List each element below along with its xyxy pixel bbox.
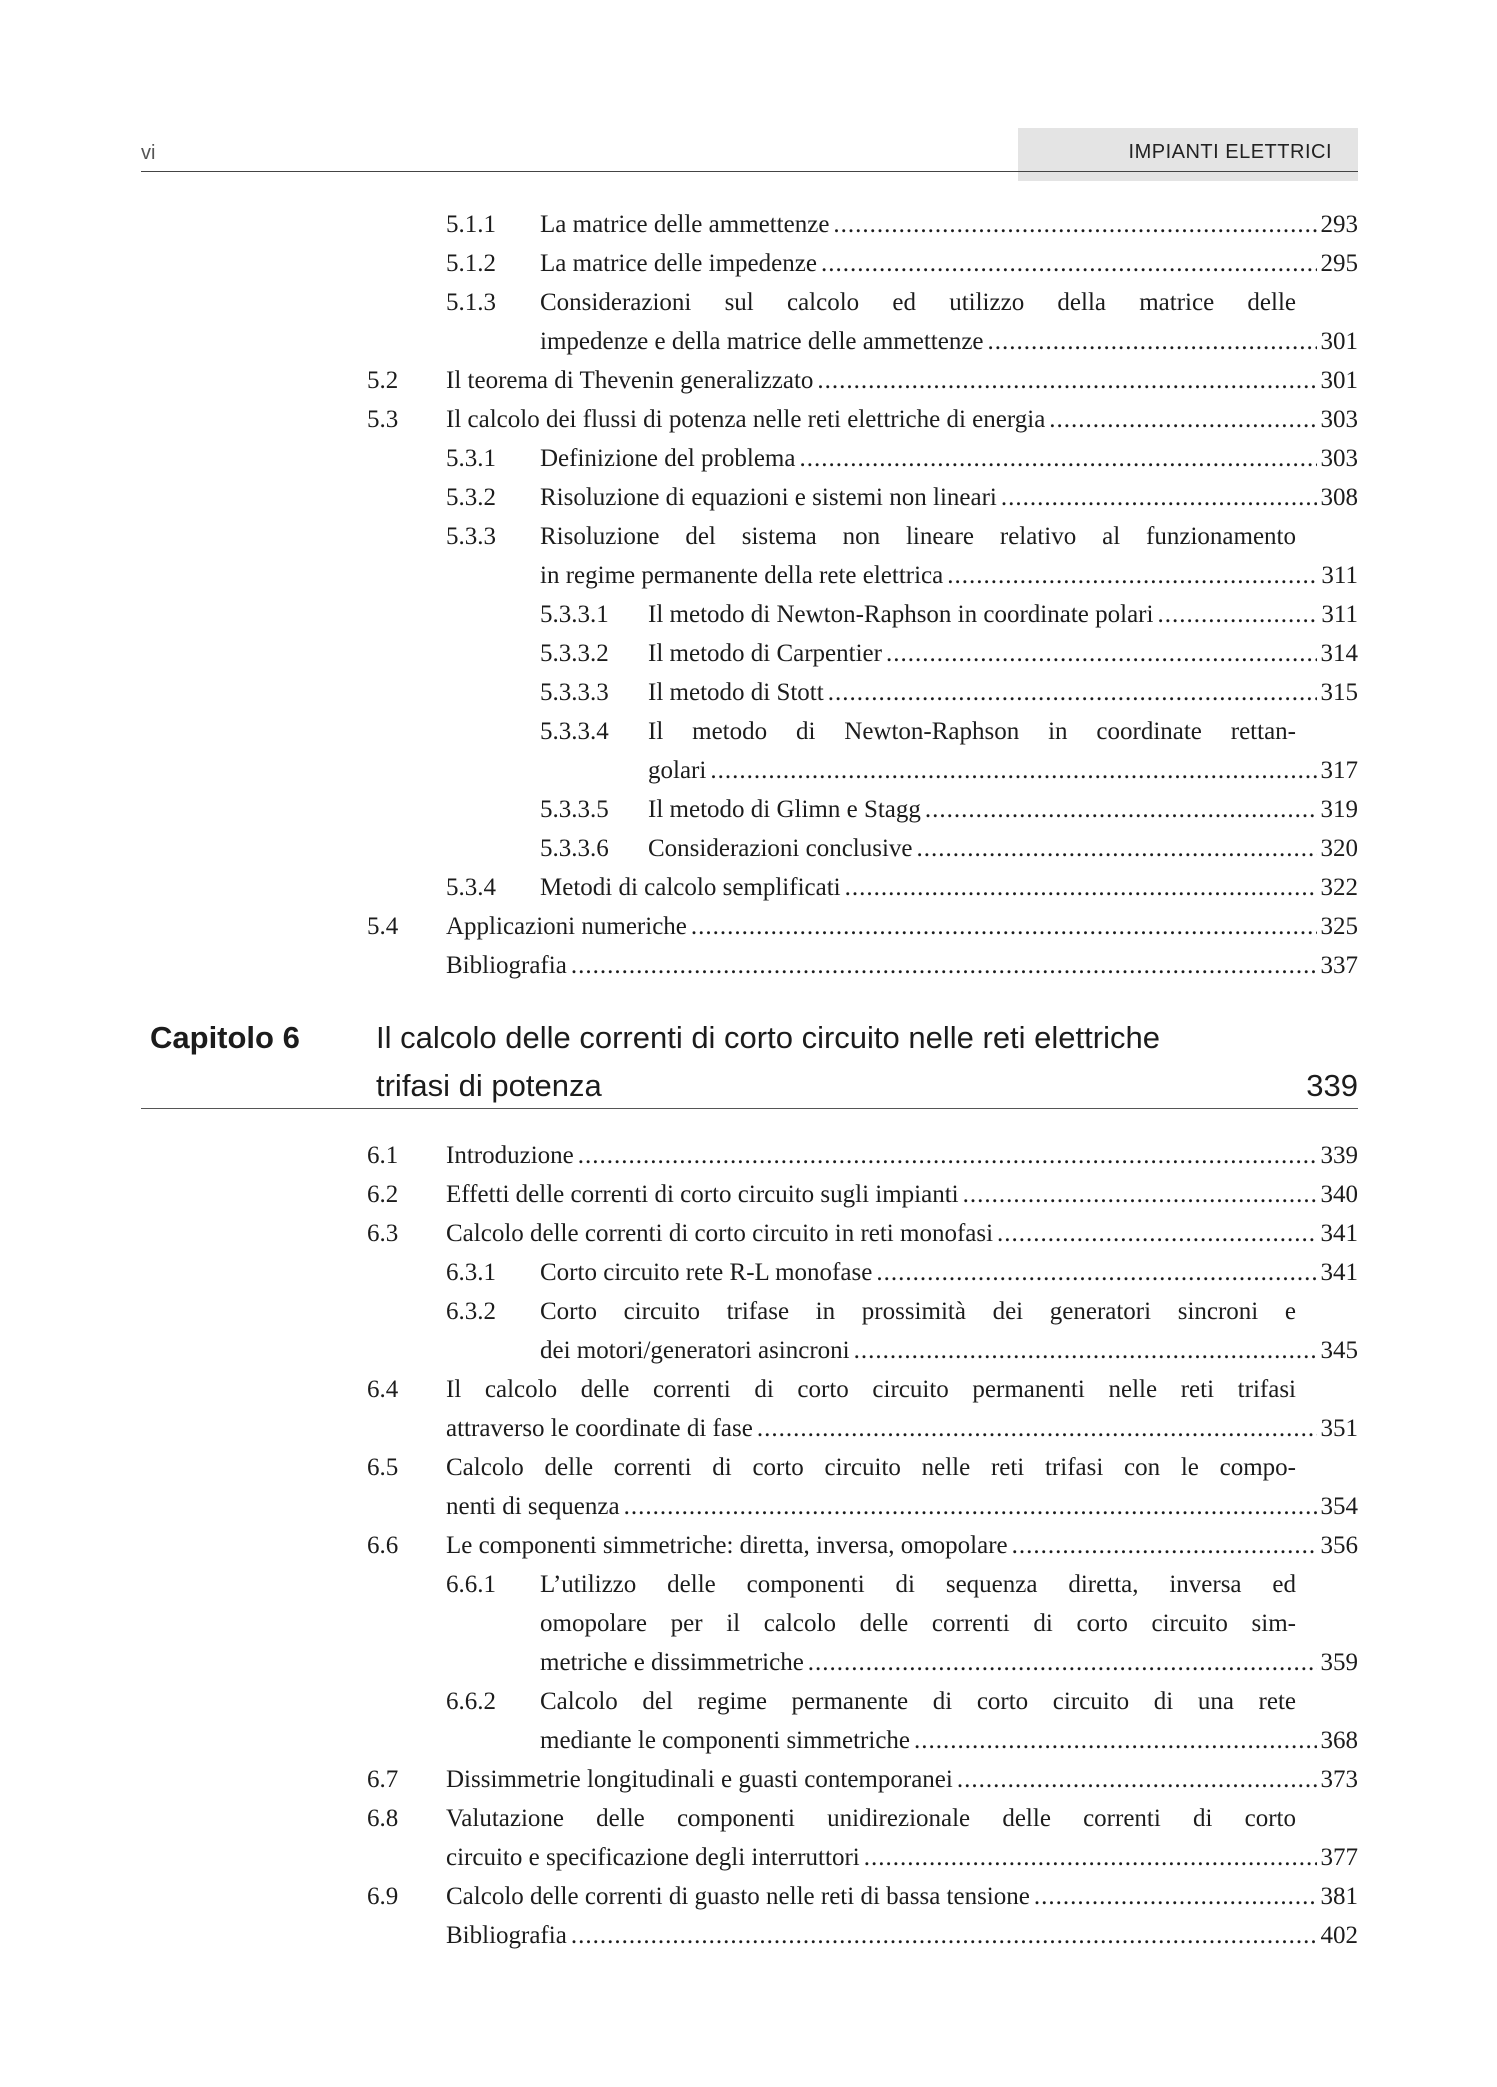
toc-page-number: 402 xyxy=(1320,1922,1358,1949)
toc-page-number: 301 xyxy=(1320,367,1358,394)
toc-entry-wrapped xyxy=(540,283,1296,322)
dot-leader xyxy=(571,1916,1317,1955)
toc-entry-line xyxy=(0,1799,1497,1838)
dot-leader xyxy=(710,751,1316,790)
toc-entry-line xyxy=(0,1916,1497,1955)
dot-leader xyxy=(691,907,1317,946)
toc-entry-line xyxy=(0,634,1497,673)
dot-leader xyxy=(864,1838,1317,1877)
toc-page-number: 359 xyxy=(1320,1649,1358,1676)
toc-page-number: 354 xyxy=(1320,1493,1358,1520)
toc-entry xyxy=(648,829,1358,868)
dot-leader xyxy=(925,790,1317,829)
toc-entry-number: 5.4 xyxy=(367,913,399,940)
toc-entry-number: 5.2 xyxy=(367,367,399,394)
toc-page-number: 368 xyxy=(1320,1727,1358,1754)
toc-entry xyxy=(446,400,1358,439)
toc-entry-title: Bibliografia xyxy=(446,952,567,979)
toc-entry-title: metriche e dissimmetriche xyxy=(540,1649,804,1676)
header-rule xyxy=(141,171,1358,172)
toc-page-number: 320 xyxy=(1320,835,1358,862)
toc-entry-title: attraverso le coordinate di fase xyxy=(446,1415,753,1442)
toc-entry-title: Calcolo del regime permanente di corto circuito di una rete xyxy=(540,1688,1296,1715)
toc-entry-line xyxy=(0,1877,1497,1916)
toc-entry-line xyxy=(0,1760,1497,1799)
dot-leader xyxy=(821,244,1317,283)
toc-entry-line xyxy=(0,790,1497,829)
toc-page-number: 303 xyxy=(1320,406,1358,433)
toc-entry-number: 6.1 xyxy=(367,1142,399,1169)
toc-entry-title: Il metodo di Carpentier xyxy=(648,640,882,667)
toc-entry-line xyxy=(0,244,1497,283)
toc-entry-line xyxy=(0,556,1497,595)
dot-leader xyxy=(914,1721,1316,1760)
toc-page-number: 293 xyxy=(1320,211,1358,238)
toc-entry xyxy=(648,634,1358,673)
toc-entry-wrapped xyxy=(540,517,1296,556)
toc-page-number: 311 xyxy=(1321,562,1358,589)
toc-entry-number: 6.7 xyxy=(367,1766,399,1793)
dot-leader xyxy=(997,1214,1316,1253)
toc-page-number: 341 xyxy=(1320,1259,1358,1286)
toc-entry xyxy=(648,595,1358,634)
toc-entry-line xyxy=(0,1253,1497,1292)
toc-entry-line xyxy=(0,1292,1497,1331)
toc-entry xyxy=(446,946,1358,985)
toc-page-number: 314 xyxy=(1320,640,1358,667)
toc-entry-title: Introduzione xyxy=(446,1142,574,1169)
toc-entry-line xyxy=(0,1214,1497,1253)
toc-entry-number: 6.3.1 xyxy=(446,1259,496,1286)
toc-entry-number: 5.3.3.4 xyxy=(540,718,609,745)
toc-entry xyxy=(446,1409,1358,1448)
toc-entry-wrapped xyxy=(648,712,1296,751)
toc-page-number: 301 xyxy=(1320,328,1358,355)
toc-page-number: 377 xyxy=(1320,1844,1358,1871)
toc-entry-title: circuito e specificazione degli interruttori xyxy=(446,1844,860,1871)
toc-page-number: 381 xyxy=(1320,1883,1358,1910)
toc-entry xyxy=(446,1838,1358,1877)
dot-leader xyxy=(1001,478,1317,517)
toc-entry-line xyxy=(0,361,1497,400)
toc-entry-line xyxy=(0,829,1497,868)
toc-entry-line xyxy=(0,478,1497,517)
toc-entry xyxy=(648,673,1358,712)
toc-page-number: 311 xyxy=(1321,601,1358,628)
toc-entry-title: Calcolo delle correnti di corto circuito in reti monofasi xyxy=(446,1220,994,1247)
toc-entry-line xyxy=(0,400,1497,439)
toc-entry-line xyxy=(0,1136,1497,1175)
toc-entry-number: 5.3.4 xyxy=(446,874,496,901)
toc-entry-number: 6.4 xyxy=(367,1376,399,1403)
dot-leader xyxy=(854,1331,1317,1370)
toc-entry-line xyxy=(0,1565,1497,1604)
dot-leader xyxy=(1049,400,1316,439)
toc-entry-wrapped xyxy=(540,1682,1296,1721)
toc-entry xyxy=(540,1643,1358,1682)
toc-entry-number: 5.1.2 xyxy=(446,250,496,277)
toc-page-number: 295 xyxy=(1320,250,1358,277)
toc-entry-title: Il calcolo dei flussi di potenza nelle reti elettriche di energia xyxy=(446,406,1046,433)
dot-leader xyxy=(876,1253,1316,1292)
toc-page-number: 341 xyxy=(1320,1220,1358,1247)
dot-leader xyxy=(571,946,1317,985)
toc-entry-title: Metodi di calcolo semplificati xyxy=(540,874,841,901)
toc-entry-line xyxy=(0,595,1497,634)
dot-leader xyxy=(828,673,1317,712)
dot-leader xyxy=(808,1643,1317,1682)
toc-entry-number: 5.1.3 xyxy=(446,289,496,316)
toc-entry-line xyxy=(0,1331,1497,1370)
chapter-title-line1: Il calcolo delle correnti di corto circuito nelle reti elettriche xyxy=(376,1020,1160,1055)
dot-leader xyxy=(947,556,1317,595)
toc-entry-title: Il metodo di Newton-Raphson in coordinate rettan- xyxy=(648,718,1296,745)
toc-entry xyxy=(446,1877,1358,1916)
toc-entry-line xyxy=(0,751,1497,790)
toc-entry xyxy=(446,1526,1358,1565)
toc-entry-line xyxy=(0,1526,1497,1565)
chapter-title-line2: trifasi di potenza xyxy=(376,1068,602,1103)
toc-entry-line xyxy=(0,322,1497,361)
dot-leader xyxy=(799,439,1316,478)
toc-entry-title: L’utilizzo delle componenti di sequenza diretta, inversa ed xyxy=(540,1571,1296,1598)
toc-entry-number: 6.5 xyxy=(367,1454,399,1481)
toc-entry xyxy=(446,1175,1358,1214)
toc-entry-line xyxy=(0,439,1497,478)
toc-entry-number: 6.6 xyxy=(367,1532,399,1559)
toc-entry xyxy=(446,1760,1358,1799)
toc-entry xyxy=(540,205,1358,244)
toc-entry-title: mediante le componenti simmetriche xyxy=(540,1727,911,1754)
toc-page-number: 315 xyxy=(1320,679,1358,706)
running-title: IMPIANTI ELETTRICI xyxy=(1128,141,1332,163)
chapter-heading xyxy=(141,1014,1358,1114)
toc-entry-title: Bibliografia xyxy=(446,1922,567,1949)
toc-entry-line xyxy=(0,1682,1497,1721)
toc-entry-title: impedenze e della matrice delle ammettenze xyxy=(540,328,984,355)
toc-entry-title: Definizione del problema xyxy=(540,445,796,472)
toc-entry xyxy=(540,1331,1358,1370)
toc-entry-title: Applicazioni numeriche xyxy=(446,913,687,940)
toc-entry xyxy=(540,478,1358,517)
toc-entry xyxy=(540,322,1358,361)
toc-page-number: 339 xyxy=(1320,1142,1358,1169)
chapter-page-number: 339 xyxy=(1306,1068,1358,1103)
toc-entry-line xyxy=(0,712,1497,751)
toc-entry-wrapped xyxy=(446,1799,1296,1838)
toc-entry-line xyxy=(0,517,1497,556)
dot-leader xyxy=(988,322,1317,361)
toc-entry-line xyxy=(0,1721,1497,1760)
dot-leader xyxy=(624,1487,1317,1526)
toc-entry-title: Dissimmetrie longitudinali e guasti contemporanei xyxy=(446,1766,953,1793)
toc-entry xyxy=(446,1916,1358,1955)
running-title-box xyxy=(1018,128,1358,181)
toc-entry-number: 6.8 xyxy=(367,1805,399,1832)
toc-entry-number: 6.3 xyxy=(367,1220,399,1247)
toc-entry-line xyxy=(0,1604,1497,1643)
toc-entry-title: Risoluzione del sistema non lineare relativo al funzionamento xyxy=(540,523,1296,550)
toc-page-number: 317 xyxy=(1320,757,1358,784)
dot-leader xyxy=(833,205,1316,244)
toc-page-number: 322 xyxy=(1320,874,1358,901)
toc-entry-number: 5.3 xyxy=(367,406,399,433)
toc-entry-number: 6.3.2 xyxy=(446,1298,496,1325)
dot-leader xyxy=(845,868,1317,907)
toc-entry-title: La matrice delle impedenze xyxy=(540,250,817,277)
toc-entry-number: 6.9 xyxy=(367,1883,399,1910)
toc-entry-title: Le componenti simmetriche: diretta, inversa, omopolare xyxy=(446,1532,1008,1559)
toc-entry-line xyxy=(0,1487,1497,1526)
toc-entry-line xyxy=(0,1370,1497,1409)
toc-entry-title: nenti di sequenza xyxy=(446,1493,620,1520)
toc-entry-line xyxy=(0,673,1497,712)
toc-entry-line xyxy=(0,1838,1497,1877)
toc-entry-number: 5.3.3.1 xyxy=(540,601,609,628)
toc-page-number: 308 xyxy=(1320,484,1358,511)
toc-entry xyxy=(446,907,1358,946)
toc-entry-number: 5.3.2 xyxy=(446,484,496,511)
toc-page-number: 356 xyxy=(1320,1532,1358,1559)
toc-entry xyxy=(540,868,1358,907)
toc-entry-number: 6.2 xyxy=(367,1181,399,1208)
toc-entry-title: Il metodo di Glimn e Stagg xyxy=(648,796,921,823)
toc-entry xyxy=(540,556,1358,595)
toc-page-number: 345 xyxy=(1320,1337,1358,1364)
toc-entry-line xyxy=(0,1448,1497,1487)
toc-entry-number: 5.3.3.5 xyxy=(540,796,609,823)
toc-entry-title: dei motori/generatori asincroni xyxy=(540,1337,850,1364)
dot-leader xyxy=(1034,1877,1317,1916)
toc-entry-title: Il teorema di Thevenin generalizzato xyxy=(446,367,814,394)
toc-entry-wrapped xyxy=(446,1448,1296,1487)
toc-page-number: 319 xyxy=(1320,796,1358,823)
toc-entry-wrapped xyxy=(540,1565,1296,1604)
toc-entry-title: Il calcolo delle correnti di corto circuito permanenti nelle reti trifasi xyxy=(446,1376,1296,1403)
toc-entry xyxy=(540,1253,1358,1292)
toc-entry-number: 5.3.3.6 xyxy=(540,835,609,862)
toc-entry-line xyxy=(0,205,1497,244)
running-head xyxy=(141,128,1358,172)
dot-leader xyxy=(957,1760,1317,1799)
toc-entry-title: Calcolo delle correnti di guasto nelle reti di bassa tensione xyxy=(446,1883,1030,1910)
toc-entry-title: Effetti delle correnti di corto circuito sugli impianti xyxy=(446,1181,959,1208)
toc-entry xyxy=(540,244,1358,283)
toc-entry-title: omopolare per il calcolo delle correnti di corto circuito sim- xyxy=(540,1610,1296,1637)
toc-entry-title: golari xyxy=(648,757,707,784)
toc-entry-title: Considerazioni sul calcolo ed utilizzo della matrice delle xyxy=(540,289,1296,316)
dot-leader xyxy=(917,829,1317,868)
toc-entry-title: Corto circuito trifase in prossimità dei generatori sincroni e xyxy=(540,1298,1296,1325)
toc-entry xyxy=(446,1214,1358,1253)
toc-entry-number: 6.6.1 xyxy=(446,1571,496,1598)
toc-entry-title: Il metodo di Stott xyxy=(648,679,824,706)
toc-entry-number: 5.3.3.3 xyxy=(540,679,609,706)
toc-entry xyxy=(648,790,1358,829)
dot-leader xyxy=(578,1136,1317,1175)
dot-leader xyxy=(963,1175,1317,1214)
toc-entry-title: Risoluzione di equazioni e sistemi non lineari xyxy=(540,484,997,511)
toc-entry-line xyxy=(0,868,1497,907)
toc-entry-line xyxy=(0,1175,1497,1214)
toc-entry xyxy=(540,1721,1358,1760)
toc-page-number: 340 xyxy=(1320,1181,1358,1208)
dot-leader xyxy=(757,1409,1317,1448)
toc-entry-number: 5.3.1 xyxy=(446,445,496,472)
toc-entry-title: Il metodo di Newton-Raphson in coordinate polari xyxy=(648,601,1154,628)
toc-entry-line xyxy=(0,1643,1497,1682)
toc-entry-title: La matrice delle ammettenze xyxy=(540,211,830,238)
toc-entry-wrapped xyxy=(540,1604,1296,1643)
toc-entry xyxy=(648,751,1358,790)
toc-entry-number: 6.6.2 xyxy=(446,1688,496,1715)
toc-page-number: 325 xyxy=(1320,913,1358,940)
toc-page-number: 373 xyxy=(1320,1766,1358,1793)
toc-entry xyxy=(446,361,1358,400)
chapter-label: Capitolo 6 xyxy=(150,1020,300,1055)
toc-page-number: 337 xyxy=(1320,952,1358,979)
toc-entry-title: Corto circuito rete R-L monofase xyxy=(540,1259,873,1286)
toc-entry-number: 5.3.3 xyxy=(446,523,496,550)
page-folio: vi xyxy=(141,142,156,164)
toc-entry-line xyxy=(0,1409,1497,1448)
toc-entry xyxy=(446,1487,1358,1526)
toc-entry-wrapped xyxy=(446,1370,1296,1409)
dot-leader xyxy=(886,634,1317,673)
dot-leader xyxy=(1157,595,1317,634)
toc-page-number: 303 xyxy=(1320,445,1358,472)
chapter-rule xyxy=(141,1108,1358,1109)
toc-entry-number: 5.1.1 xyxy=(446,211,496,238)
toc-entry-title: in regime permanente della rete elettrica xyxy=(540,562,944,589)
toc-entry-title: Calcolo delle correnti di corto circuito nelle reti trifasi con le compo- xyxy=(446,1454,1296,1481)
toc-page-number: 351 xyxy=(1320,1415,1358,1442)
dot-leader xyxy=(817,361,1316,400)
toc-entry-title: Considerazioni conclusive xyxy=(648,835,913,862)
toc-entry-line xyxy=(0,283,1497,322)
toc-entry-line xyxy=(0,907,1497,946)
toc-entry-number: 5.3.3.2 xyxy=(540,640,609,667)
toc-entry-title: Valutazione delle componenti unidirezionale delle correnti di corto xyxy=(446,1805,1296,1832)
dot-leader xyxy=(1012,1526,1317,1565)
toc-entry xyxy=(540,439,1358,478)
toc-entry-wrapped xyxy=(540,1292,1296,1331)
toc-entry xyxy=(446,1136,1358,1175)
toc-entry-line xyxy=(0,946,1497,985)
